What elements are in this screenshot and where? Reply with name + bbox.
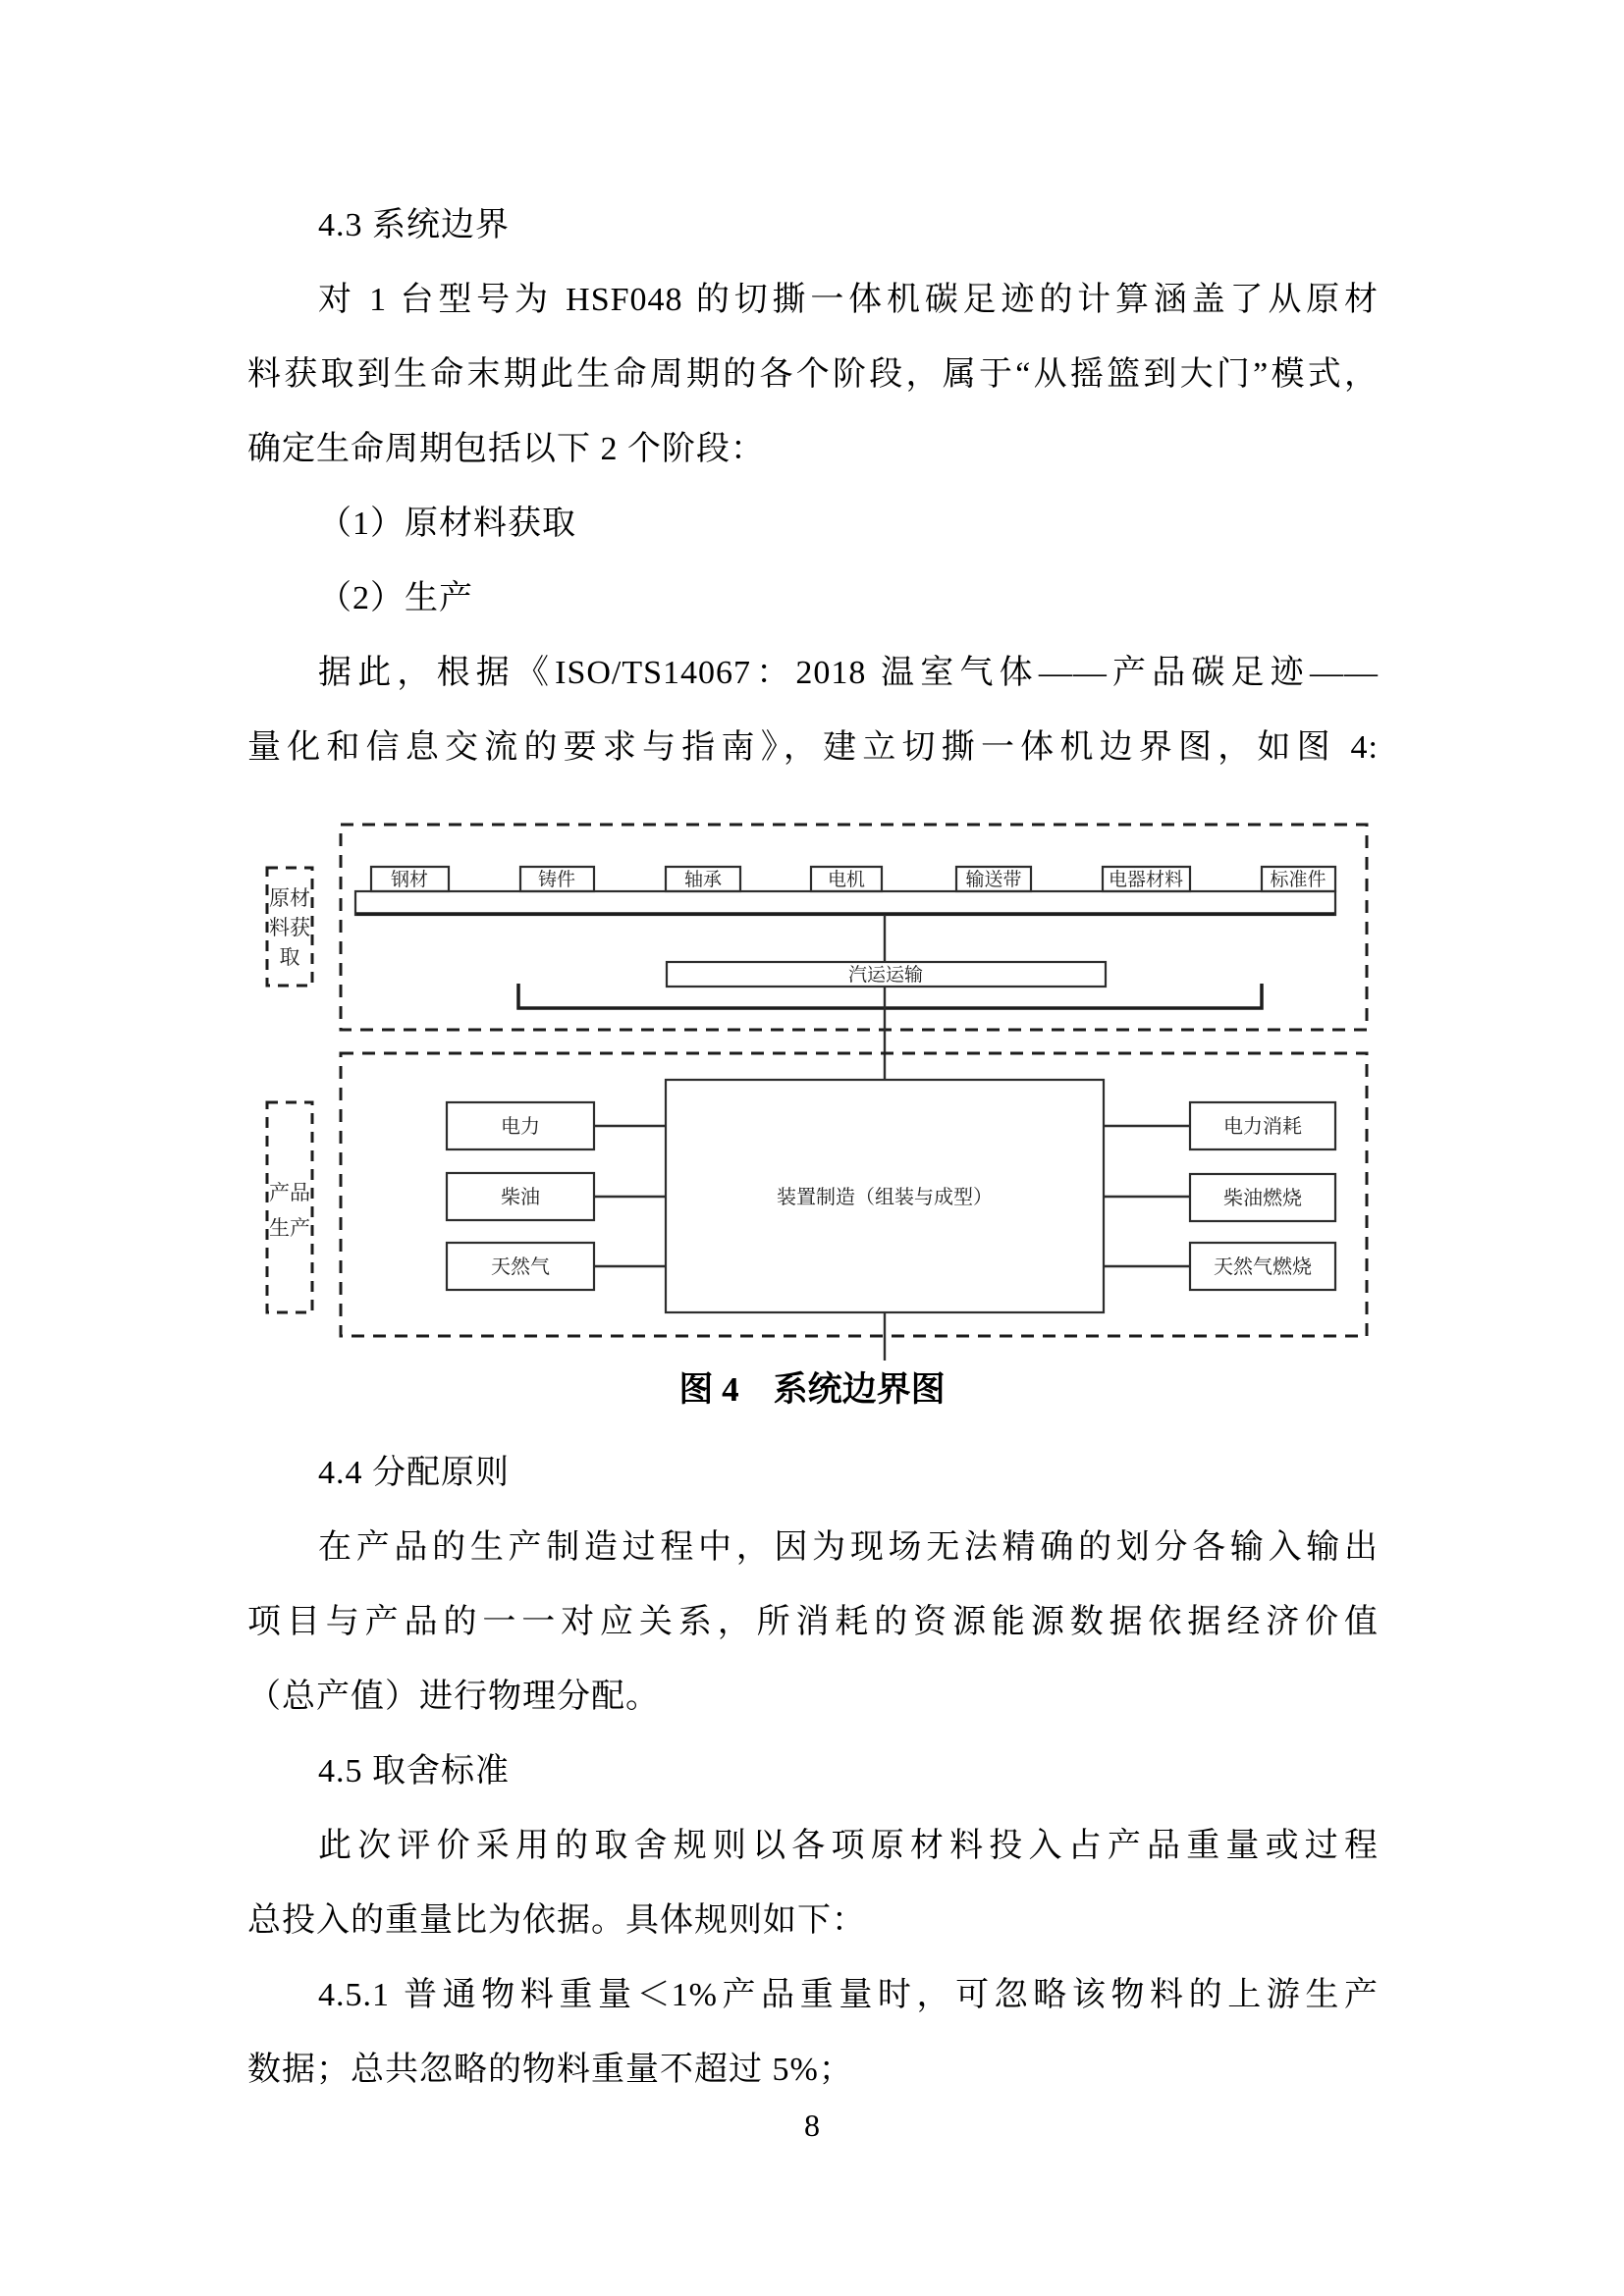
process-label: 装置制造（组装与成型） bbox=[777, 1187, 993, 1208]
paragraph-line: 对 1 台型号为 HSF048 的切撕一体机碳足迹的计算涵盖了从原材 bbox=[318, 282, 1379, 318]
section-4-4-heading: 4.4 分配原则 bbox=[318, 1455, 510, 1491]
material-label: 铸件 bbox=[537, 870, 576, 890]
production-stage-label: 生产 bbox=[269, 1216, 310, 1240]
paragraph-line: 项目与产品的一一对应关系，所消耗的资源能源数据依据经济价值 bbox=[247, 1604, 1379, 1640]
input-label: 电力 bbox=[501, 1116, 540, 1138]
system-boundary-figure bbox=[236, 811, 1394, 1374]
material-label: 轴承 bbox=[683, 870, 723, 890]
production-stage-label: 产品 bbox=[269, 1181, 310, 1204]
output-label: 柴油燃烧 bbox=[1223, 1188, 1302, 1209]
transport-label: 汽运运输 bbox=[847, 965, 924, 986]
output-label: 电力消耗 bbox=[1223, 1116, 1302, 1138]
material-label: 电器材料 bbox=[1108, 870, 1184, 890]
section-4-5-1-line: 4.5.1 普通物料重量＜1%产品重量时，可忽略该物料的上游生产 bbox=[318, 1977, 1379, 2013]
paragraph-line: 据此，根据《ISO/TS14067：2018 温室气体——产品碳足迹—— bbox=[318, 655, 1379, 691]
raw-material-stage-label: 原材 bbox=[269, 886, 310, 910]
section-4-3-heading: 4.3 系统边界 bbox=[318, 207, 510, 243]
output-label: 天然气燃烧 bbox=[1214, 1256, 1312, 1278]
input-label: 柴油 bbox=[501, 1187, 540, 1208]
material-label: 电机 bbox=[827, 870, 866, 890]
paragraph-line: 量化和信息交流的要求与指南》，建立切撕一体机边界图，如图 4: bbox=[247, 729, 1379, 766]
material-label: 钢材 bbox=[390, 870, 429, 890]
raw-material-stage-label: 取 bbox=[279, 945, 300, 969]
page-number: 8 bbox=[804, 2108, 820, 2143]
paragraph-line: 料获取到生命末期此生命周期的各个阶段，属于“从摇篮到大门”模式， bbox=[247, 356, 1379, 393]
material-label: 输送带 bbox=[965, 870, 1022, 890]
paragraph-line: （总产值）进行物理分配。 bbox=[247, 1679, 660, 1715]
list-item-1: （1）原材料获取 bbox=[318, 506, 576, 542]
paragraph-line: 总投入的重量比为依据。具体规则如下： bbox=[247, 1902, 866, 1939]
material-label: 标准件 bbox=[1270, 870, 1326, 890]
input-label: 天然气 bbox=[491, 1256, 550, 1278]
materials-bus-bar bbox=[355, 891, 1335, 915]
list-item-2: （2）生产 bbox=[318, 580, 473, 616]
paragraph-line: 此次评价采用的取舍规则以各项原材料投入占产品重量或过程 bbox=[318, 1828, 1379, 1864]
raw-material-stage-label: 料获 bbox=[269, 916, 310, 939]
figure-caption: 图 4 系统边界图 bbox=[678, 1370, 946, 1409]
production-stage-label-box bbox=[267, 1102, 312, 1312]
section-4-5-heading: 4.5 取舍标准 bbox=[318, 1753, 510, 1789]
paragraph-line: 数据；总共忽略的物料重量不超过 5%； bbox=[247, 2052, 853, 2088]
paragraph-line: 在产品的生产制造过程中，因为现场无法精确的划分各输入输出 bbox=[318, 1529, 1379, 1566]
raw-material-stage-container bbox=[341, 825, 1367, 1030]
paragraph-line: 确定生命周期包括以下 2 个阶段： bbox=[247, 431, 765, 467]
